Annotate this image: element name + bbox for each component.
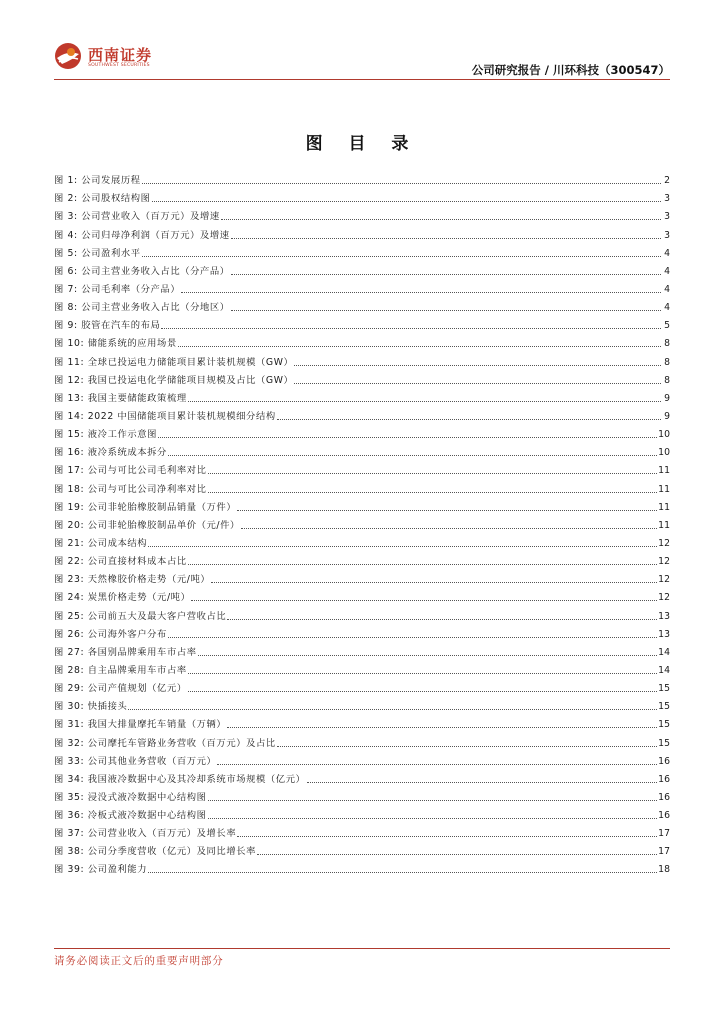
toc-entry-label: 图 16: 液冷系统成本拆分 — [54, 447, 167, 459]
toc-dot-leader — [181, 292, 661, 293]
toc-entry[interactable] — [54, 585, 670, 603]
toc-entry-page: 8 — [664, 374, 670, 386]
toc-entry-label: 图 37: 公司营业收入（百万元）及增长率 — [54, 828, 237, 840]
toc-entry-page: 15 — [658, 683, 670, 695]
toc-entry-page: 3 — [664, 229, 670, 241]
toc-entry-label: 图 1: 公司发展历程 — [54, 175, 141, 187]
toc-dot-leader — [208, 492, 658, 493]
toc-entry-page: 8 — [664, 356, 670, 368]
toc-entry-label: 图 32: 公司摩托车管路业务营收（百万元）及占比 — [54, 737, 276, 749]
page-header — [0, 0, 724, 82]
toc-dot-leader — [142, 183, 661, 184]
toc-entry-label: 图 30: 快插接头 — [54, 701, 128, 713]
toc-dot-leader — [294, 383, 661, 384]
toc-entry[interactable] — [54, 803, 670, 821]
toc-entry[interactable] — [54, 204, 670, 222]
toc-entry-page: 3 — [664, 211, 670, 223]
toc-entry-page: 3 — [664, 193, 670, 205]
figure-list — [54, 168, 670, 875]
toc-entry-page: 13 — [658, 610, 670, 622]
logo-text-en: SOUTHWEST SECURITIES — [88, 63, 150, 68]
toc-entry-label: 图 35: 浸没式液冷数据中心结构图 — [54, 791, 207, 803]
toc-entry[interactable] — [54, 186, 670, 204]
toc-entry-page: 11 — [658, 501, 670, 513]
toc-entry-page: 15 — [658, 719, 670, 731]
toc-title: 图 目 录 — [305, 134, 419, 154]
toc-entry-label: 图 4: 公司归母净利润（百万元）及增速 — [54, 229, 230, 241]
footer-divider — [54, 948, 670, 949]
toc-entry-label: 图 6: 公司主营业务收入占比（分产品） — [54, 265, 230, 277]
header-divider — [54, 79, 670, 80]
toc-entry[interactable] — [54, 749, 670, 767]
toc-entry-page: 11 — [658, 483, 670, 495]
toc-entry-label: 图 14: 2022 中国储能项目累计装机规模细分结构 — [54, 410, 276, 422]
toc-entry-page: 9 — [664, 392, 670, 404]
toc-entry-page: 12 — [658, 537, 670, 549]
toc-entry-label: 图 13: 我国主要储能政策梳理 — [54, 392, 187, 404]
toc-entry[interactable] — [54, 404, 670, 422]
toc-dot-leader — [277, 746, 657, 747]
toc-entry-page: 5 — [664, 320, 670, 332]
toc-entry-page: 4 — [664, 283, 670, 295]
toc-dot-leader — [257, 854, 657, 855]
toc-entry[interactable] — [54, 640, 670, 658]
toc-dot-leader — [208, 800, 658, 801]
logo-text-cn: 西南证券 — [88, 46, 153, 64]
toc-entry-label: 图 22: 公司直接材料成本占比 — [54, 556, 187, 568]
toc-entry-label: 图 8: 公司主营业务收入占比（分地区） — [54, 302, 230, 314]
toc-dot-leader — [168, 637, 657, 638]
toc-entry-label: 图 20: 公司非轮胎橡胶制品单价（元/件） — [54, 519, 240, 531]
toc-entry-page: 9 — [664, 410, 670, 422]
toc-dot-leader — [148, 546, 657, 547]
toc-entry-label: 图 24: 炭黑价格走势（元/吨） — [54, 592, 191, 604]
toc-dot-leader — [294, 365, 661, 366]
toc-entry[interactable] — [54, 422, 670, 440]
toc-entry[interactable] — [54, 712, 670, 730]
toc-entry[interactable] — [54, 313, 670, 331]
toc-entry-label: 图 23: 天然橡胶价格走势（元/吨） — [54, 574, 211, 586]
toc-dot-leader — [231, 274, 661, 275]
toc-entry-label: 图 39: 公司盈利能力 — [54, 864, 148, 876]
toc-entry-label: 图 31: 我国大排量摩托车销量（万辆） — [54, 719, 227, 731]
toc-entry[interactable] — [54, 658, 670, 676]
toc-entry-label: 图 38: 公司分季度营收（亿元）及同比增长率 — [54, 846, 257, 858]
toc-dot-leader — [148, 872, 657, 873]
toc-dot-leader — [188, 691, 657, 692]
toc-entry-label: 图 15: 液冷工作示意图 — [54, 429, 158, 441]
toc-entry[interactable] — [54, 549, 670, 567]
toc-entry-page: 16 — [658, 773, 670, 785]
toc-entry-page: 12 — [658, 556, 670, 568]
toc-dot-leader — [191, 600, 657, 601]
toc-entry[interactable] — [54, 567, 670, 585]
toc-entry-page: 15 — [658, 737, 670, 749]
toc-entry-page: 15 — [658, 701, 670, 713]
toc-entry[interactable] — [54, 168, 670, 186]
toc-entry-page: 16 — [658, 810, 670, 822]
logo-emblem-icon — [54, 42, 82, 70]
toc-dot-leader — [307, 782, 658, 783]
toc-dot-leader — [237, 836, 657, 837]
toc-entry[interactable] — [54, 531, 670, 549]
toc-entry-label: 图 11: 全球已投运电力储能项目累计装机规模（GW） — [54, 356, 294, 368]
toc-entry[interactable] — [54, 694, 670, 712]
toc-entry-page: 8 — [664, 338, 670, 350]
toc-entry-label: 图 19: 公司非轮胎橡胶制品销量（万件） — [54, 501, 237, 513]
toc-entry[interactable] — [54, 603, 670, 621]
toc-entry-page: 14 — [658, 664, 670, 676]
toc-entry-page: 16 — [658, 755, 670, 767]
toc-entry-label: 图 28: 自主品牌乘用车市占率 — [54, 664, 187, 676]
toc-dot-leader — [188, 673, 657, 674]
toc-entry-page: 16 — [658, 791, 670, 803]
toc-dot-leader — [161, 328, 661, 329]
toc-entry-page: 4 — [664, 247, 670, 259]
toc-entry[interactable] — [54, 331, 670, 349]
toc-dot-leader — [158, 437, 657, 438]
toc-dot-leader — [178, 346, 661, 347]
toc-entry[interactable] — [54, 222, 670, 240]
toc-entry-label: 图 25: 公司前五大及最大客户营收占比 — [54, 610, 227, 622]
toc-entry[interactable] — [54, 857, 670, 875]
toc-entry-page: 13 — [658, 628, 670, 640]
toc-entry-page: 11 — [658, 519, 670, 531]
toc-entry-label: 图 5: 公司盈利水平 — [54, 247, 141, 259]
toc-entry-page: 2 — [664, 175, 670, 187]
toc-entry-label: 图 27: 各国别品牌乘用车市占率 — [54, 646, 197, 658]
toc-entry[interactable] — [54, 440, 670, 458]
toc-dot-leader — [188, 401, 661, 402]
toc-entry-page: 10 — [658, 447, 670, 459]
toc-dot-leader — [152, 201, 661, 202]
toc-entry-label: 图 34: 我国液冷数据中心及其冷却系统市场规模（亿元） — [54, 773, 306, 785]
toc-dot-leader — [188, 564, 657, 565]
toc-entry[interactable] — [54, 676, 670, 694]
toc-entry-label: 图 9: 胶管在汽车的布局 — [54, 320, 161, 332]
toc-entry-label: 图 18: 公司与可比公司净利率对比 — [54, 483, 207, 495]
toc-dot-leader — [198, 655, 658, 656]
toc-dot-leader — [241, 528, 657, 529]
toc-entry-page: 12 — [658, 592, 670, 604]
toc-entry-page: 11 — [658, 465, 670, 477]
toc-entry[interactable] — [54, 622, 670, 640]
toc-entry[interactable] — [54, 349, 670, 367]
toc-entry-label: 图 26: 公司海外客户分布 — [54, 628, 167, 640]
toc-entry-label: 图 10: 储能系统的应用场景 — [54, 338, 177, 350]
toc-entry[interactable] — [54, 476, 670, 494]
toc-entry-label: 图 12: 我国已投运电化学储能项目规模及占比（GW） — [54, 374, 294, 386]
toc-entry[interactable] — [54, 295, 670, 313]
toc-dot-leader — [227, 619, 657, 620]
toc-dot-leader — [231, 238, 661, 239]
toc-dot-leader — [208, 818, 658, 819]
toc-entry[interactable] — [54, 839, 670, 857]
toc-entry[interactable] — [54, 513, 670, 531]
toc-dot-leader — [237, 510, 657, 511]
toc-entry-label: 图 3: 公司营业收入（百万元）及增速 — [54, 211, 220, 223]
toc-entry-label: 图 7: 公司毛利率（分产品） — [54, 283, 181, 295]
toc-dot-leader — [211, 582, 657, 583]
company-logo — [54, 42, 224, 76]
toc-entry[interactable] — [54, 458, 670, 476]
toc-entry-page: 4 — [664, 302, 670, 314]
toc-dot-leader — [217, 764, 657, 765]
toc-entry-page: 14 — [658, 646, 670, 658]
toc-entry[interactable] — [54, 821, 670, 839]
toc-entry-label: 图 29: 公司产值规划（亿元） — [54, 683, 187, 695]
toc-dot-leader — [227, 727, 657, 728]
toc-entry[interactable] — [54, 785, 670, 803]
toc-entry-label: 图 2: 公司股权结构图 — [54, 193, 151, 205]
toc-entry[interactable] — [54, 495, 670, 513]
toc-entry-label: 图 17: 公司与可比公司毛利率对比 — [54, 465, 207, 477]
toc-entry[interactable] — [54, 277, 670, 295]
toc-entry-label: 图 21: 公司成本结构 — [54, 537, 148, 549]
toc-entry-page: 17 — [658, 846, 670, 858]
toc-entry-page: 12 — [658, 574, 670, 586]
toc-entry[interactable] — [54, 259, 670, 277]
toc-entry-page: 10 — [658, 429, 670, 441]
report-title: 公司研究报告 / 川环科技（300547） — [471, 63, 670, 77]
toc-entry[interactable] — [54, 368, 670, 386]
footer-disclaimer: 请务必阅读正文后的重要声明部分 — [54, 955, 224, 967]
toc-dot-leader — [128, 709, 657, 710]
toc-entry-label: 图 33: 公司其他业务营收（百万元） — [54, 755, 217, 767]
toc-entry[interactable] — [54, 730, 670, 748]
toc-dot-leader — [208, 473, 658, 474]
toc-entry-label: 图 36: 冷板式液冷数据中心结构图 — [54, 810, 207, 822]
toc-entry-page: 17 — [658, 828, 670, 840]
toc-entry-page: 18 — [658, 864, 670, 876]
toc-dot-leader — [142, 256, 661, 257]
toc-dot-leader — [277, 419, 661, 420]
toc-dot-leader — [168, 455, 657, 456]
toc-dot-leader — [231, 310, 661, 311]
toc-dot-leader — [221, 219, 661, 220]
toc-entry[interactable] — [54, 386, 670, 404]
toc-entry[interactable] — [54, 241, 670, 259]
toc-entry-page: 4 — [664, 265, 670, 277]
toc-entry[interactable] — [54, 767, 670, 785]
